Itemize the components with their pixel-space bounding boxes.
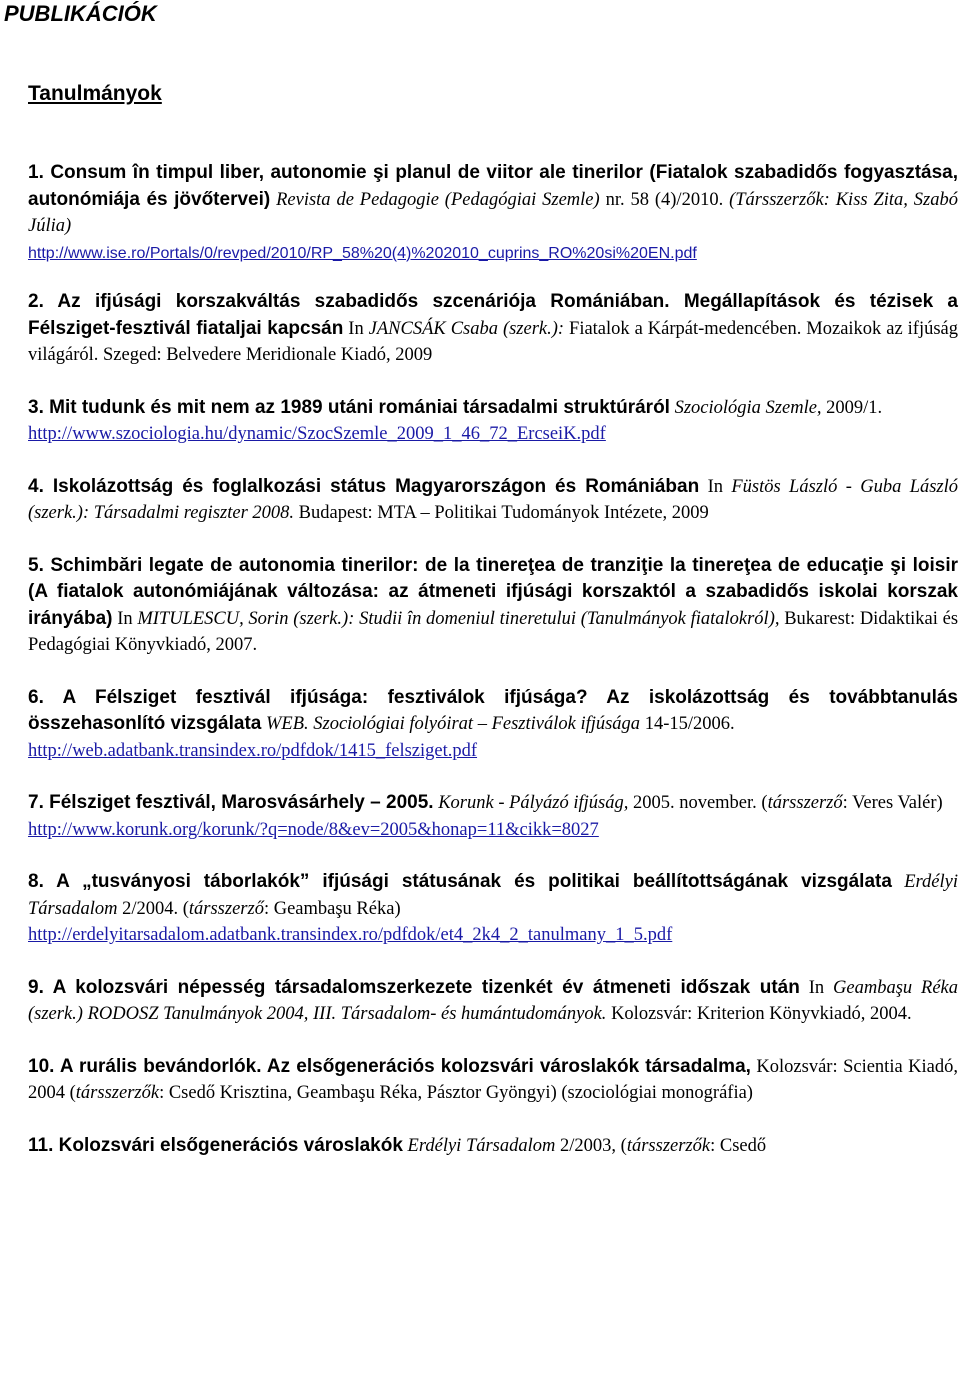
coauthor-name: Veres Valér <box>852 793 937 813</box>
publication-4 <box>28 474 958 527</box>
publication-publisher: Kolozsvár: Kriterion Könyvkiadó, 2004. <box>611 1004 912 1024</box>
publication-in: In <box>707 476 723 497</box>
publication-note: (szociológiai monográfia) <box>561 1083 753 1103</box>
publication-link[interactable]: http://www.ise.ro/Portals/0/revped/2010/RP_58%20(4)%202010_cuprins_RO%20si%20EN.pdf <box>28 244 697 262</box>
coauthor-label: társszerző <box>767 793 843 813</box>
publication-source: Revista de Pedagogie (Pedagógiai Szemle) <box>276 189 600 210</box>
publication-publisher: Kolozsvár: Scientia Kiadó, 2004 <box>28 1056 959 1103</box>
publication-link[interactable]: http://www.szociologia.hu/dynamic/SzocSzemle_2009_1_46_72_ErcseiK.pdf <box>28 424 606 444</box>
publication-6 <box>28 685 958 765</box>
publication-details: 2005. november. <box>632 793 757 813</box>
publication-link[interactable]: http://web.adatbank.transindex.ro/pdfdok/1415_felsziget.pdf <box>28 740 478 761</box>
coauthor-name: Csedő Krisztina, Geambaşu Réka, Pásztor Gyöngyi) <box>168 1083 557 1103</box>
coauthor-label: társszerzők <box>75 1083 160 1103</box>
publication-details: 2/2004. <box>122 898 179 919</box>
publication-details: 14-15/2006. <box>644 714 735 734</box>
publication-title: 6. A Félsziget fesztivál ifjúsága: fesztiválok ifjúsága? Az iskolázottság és továbbtanulás összehasonlító vizsgálata <box>28 686 958 734</box>
publication-11 <box>28 1133 958 1160</box>
publication-publisher: Bukarest: Didaktikai és Pedagógiai Könyvkiadó, 2007. <box>28 608 959 655</box>
publication-title: 11. Kolozsvári elsőgenerációs városlakók <box>28 1134 403 1156</box>
publication-in: In <box>808 977 825 998</box>
section-title: Tanulmányok <box>28 82 162 105</box>
publication-in: In <box>117 608 133 629</box>
publication-editor: Füstös László - Guba László (szerk.): Társadalmi regiszter 2008. <box>28 476 959 523</box>
publication-5 <box>28 553 958 659</box>
publication-link[interactable]: http://erdelyitarsadalom.adatbank.transindex.ro/pdfdok/et4_2k4_2_tanulmany_1_5.pdf <box>28 925 673 945</box>
publication-editor: Geambaşu Réka (szerk.) RODOSZ Tanulmányok 2004, III. Társadalom- és humántudományok. <box>28 977 959 1024</box>
coauthor-name: Geambaşu Réka <box>273 898 395 919</box>
publication-book: Fiatalok a Kárpát-medencében. Mozaikok az ifjúság világáról. <box>28 318 958 365</box>
publication-details: 2/2003, <box>560 1135 617 1156</box>
publication-coauthors: (Társszerzők: Kiss Zita, Szabó Júlia) <box>28 189 959 236</box>
publication-source: Erdélyi Társadalom <box>28 872 958 919</box>
publication-source: Erdélyi Társadalom <box>407 1135 556 1156</box>
publication-web: WEB. <box>265 714 309 734</box>
publication-title: 1. Consum în timpul liber, autonomie şi planul de viitor ale tinerilor (Fiatalok szabadidős fogyasztása, autonómiája és jövőtervei) <box>28 162 958 210</box>
publication-10 <box>28 1054 958 1107</box>
publication-title: 3. Mit tudunk és mit nem az 1989 utáni romániai társadalmi struktúráról <box>28 396 670 418</box>
publication-details: nr. 58 (4)/2010. <box>605 189 724 210</box>
coauthor-label: társszerző <box>188 898 264 919</box>
publication-title: 9. A kolozsvári népesség társadalomszerkezete tizenkét év átmeneti időszak után <box>28 976 800 998</box>
publication-title: 7. Félsziget fesztivál, Marosvásárhely – 2005. <box>28 792 434 813</box>
coauthor-name: Csedő <box>719 1135 767 1156</box>
publication-source: Szociológiai folyóirat – Fesztiválok ifjúsága <box>313 714 641 734</box>
publication-title: 2. Az ifjúsági korszakváltás szabadidős szcenáriója Romániában. Megállapítások és tézisek a Félsziget-fesztivál fiataljai kapcsán <box>28 291 958 339</box>
publication-coauthors: (társszerzők: Csedő <box>620 1135 767 1156</box>
publication-9 <box>28 975 958 1028</box>
publication-3 <box>28 395 958 448</box>
coauthor-label: társszerzők <box>626 1135 711 1156</box>
publication-link[interactable]: http://www.korunk.org/korunk/?q=node/8&ev=2005&honap=11&cikk=8027 <box>28 819 599 840</box>
publication-coauthors: (társszerzők: Csedő Krisztina, Geambaşu Réka, Pásztor Gyöngyi) <box>69 1083 557 1103</box>
publication-coauthors: (társszerző: Geambaşu Réka) <box>182 898 401 919</box>
publication-8 <box>28 869 958 949</box>
publication-title: 4. Iskolázottság és foglalkozási státus Magyarországon és Romániában <box>28 475 700 497</box>
publication-editor: JANCSÁK Csaba (szerk.): <box>368 318 565 339</box>
publication-source: Szociológia Szemle, <box>674 397 822 418</box>
publication-title: 8. A „tusványosi táborlakók” ifjúsági státusának és politikai beállítottságának vizsgálata <box>28 871 892 892</box>
publication-title: 10. A rurális bevándorlók. Az elsőgenerációs kolozsvári városlakók társadalma, <box>28 1055 751 1077</box>
publication-in: In <box>348 318 364 339</box>
publication-publisher: Budapest: MTA – Politikai Tudományok Intézete, 2009 <box>298 503 709 523</box>
publication-editor: MITULESCU, Sorin (szerk.): Studii în domeniul tineretului (Tanulmányok fiatalokról), <box>137 608 780 629</box>
publication-publisher: Szeged: Belvedere Meridionale Kiadó, 2009 <box>103 345 433 365</box>
publication-list <box>28 160 958 1185</box>
publication-coauthors: (társszerző: Veres Valér) <box>761 793 943 813</box>
publication-1 <box>28 160 958 267</box>
publication-2 <box>28 289 958 369</box>
publication-title: 5. Schimbări legate de autonomia tinerilor: de la tinereţea de tranziţie la tinereţea de educaţie şi loisir (A fiatalok autonómiájának változása: az átmeneti ifjúsági korszaktól a szabadidős iskolai korszak irányába) <box>28 554 958 629</box>
publication-details: 2009/1. <box>826 397 883 418</box>
publication-source: Korunk - Pályázó ifjúság, <box>438 793 629 813</box>
publication-7 <box>28 790 958 843</box>
page-title: PUBLIKÁCIÓK <box>4 1 157 26</box>
